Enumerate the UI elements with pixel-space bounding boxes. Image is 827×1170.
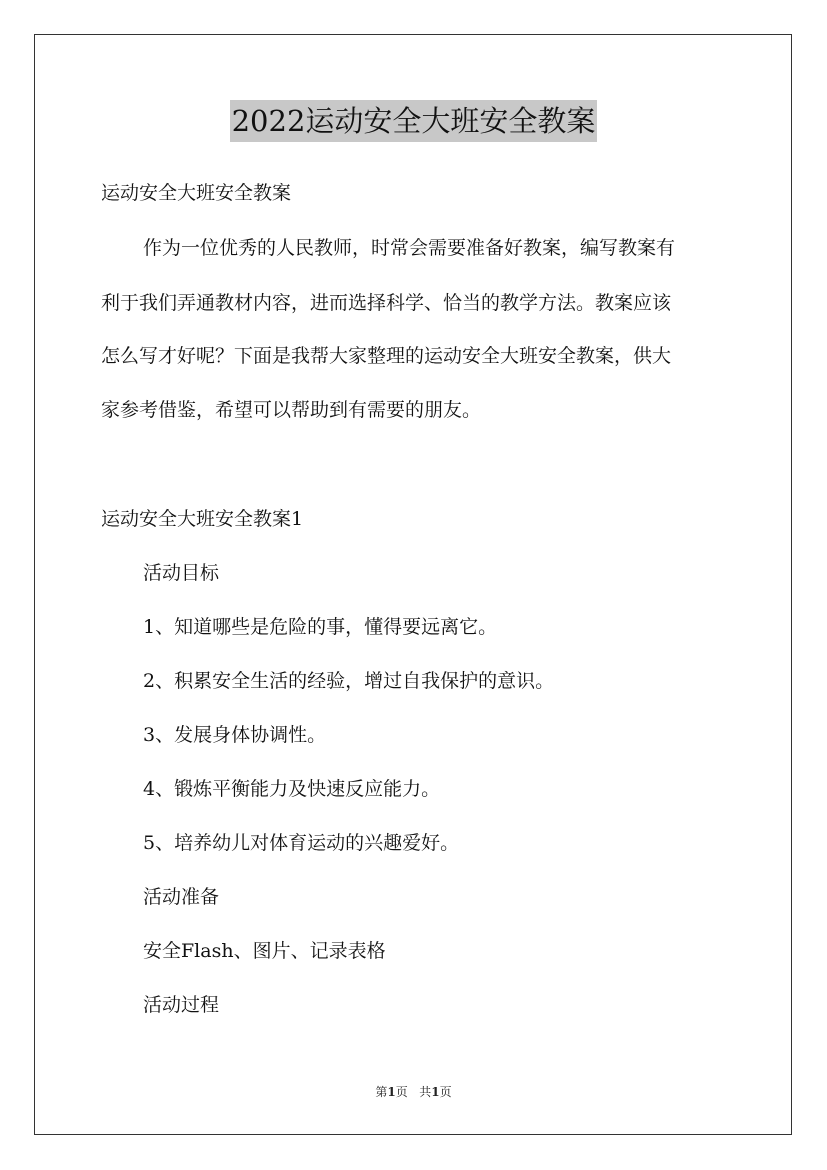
title-container xyxy=(0,100,827,142)
goal-item-3: 3、发展身体协调性。 xyxy=(143,724,327,746)
footer-total-prefix: 共 xyxy=(419,1085,432,1099)
prep-text: 安全Flash、图片、记录表格 xyxy=(143,940,386,962)
goal-item-1: 1、知道哪些是危险的事，懂得要远离它。 xyxy=(143,616,498,638)
intro-line-2: 利于我们弄通教材内容，进而选择科学、恰当的教学方法。教案应该 xyxy=(101,292,672,314)
goals-heading: 活动目标 xyxy=(143,562,220,584)
document-title: 2022运动安全大班安全教案 xyxy=(230,100,598,142)
footer-page-prefix: 第 xyxy=(375,1085,388,1099)
footer-page-suffix: 页 xyxy=(395,1085,408,1099)
goal-item-5: 5、培养幼儿对体育运动的兴趣爱好。 xyxy=(143,832,460,854)
process-heading: 活动过程 xyxy=(143,994,220,1016)
footer-total-number: 1 xyxy=(431,1085,440,1099)
prep-heading: 活动准备 xyxy=(143,886,220,908)
section-heading: 运动安全大班安全教案1 xyxy=(101,508,304,530)
document-subtitle: 运动安全大班安全教案 xyxy=(101,182,292,204)
intro-line-3: 怎么写才好呢？下面是我帮大家整理的运动安全大班安全教案，供大 xyxy=(101,345,672,367)
goal-item-4: 4、锻炼平衡能力及快速反应能力。 xyxy=(143,778,441,800)
goal-item-2: 2、积累安全生活的经验，增过自我保护的意识。 xyxy=(143,670,555,692)
footer-total-suffix: 页 xyxy=(439,1085,452,1099)
intro-line-4: 家参考借鉴，希望可以帮助到有需要的朋友。 xyxy=(101,399,482,421)
footer-page-number: 1 xyxy=(387,1085,396,1099)
page-footer xyxy=(0,1084,827,1100)
intro-line-1: 作为一位优秀的人民教师，时常会需要准备好教案，编写教案有 xyxy=(143,237,676,259)
